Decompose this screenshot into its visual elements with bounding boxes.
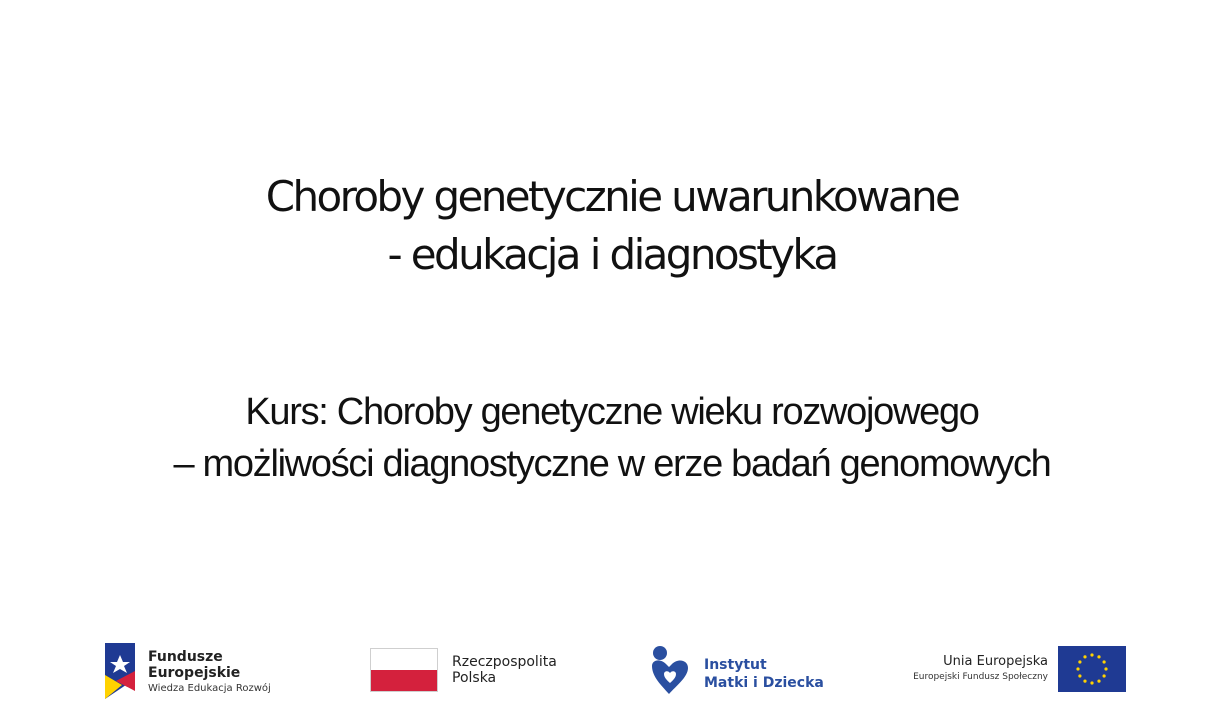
unia-europejska-text — [898, 654, 1048, 684]
footer-logos — [0, 636, 1224, 706]
instytut-matki-i-dziecka-logo — [648, 636, 848, 706]
course-subtitle-line2: – możliwości diagnostyczne w erze badań genomowych — [173, 443, 1051, 485]
instytut-label: Instytut — [704, 657, 767, 673]
course-subtitle — [0, 386, 1224, 490]
rzeczpospolita-polska-text — [452, 654, 557, 686]
instytut-matki-i-dziecka-text — [704, 656, 824, 692]
europejski-fundusz-spoleczny-label: Europejski Fundusz Społeczny — [913, 672, 1048, 682]
slide-title-line2: - edukacja i diagnostyka — [387, 230, 837, 279]
unia-europejska-label: Unia Europejska — [943, 654, 1048, 669]
matki-i-dziecka-label: Matki i Dziecka — [704, 675, 824, 691]
wiedza-edukacja-rozwoj-label: Wiedza Edukacja Rozwój — [148, 683, 271, 694]
fundusze-europejskie-logo — [102, 636, 302, 706]
course-subtitle-line1: Kurs: Choroby genetyczne wieku rozwojowego — [245, 391, 979, 433]
polish-flag-icon — [370, 648, 438, 692]
slide-title-line1: Choroby genetycznie uwarunkowane — [265, 172, 959, 221]
fundusze-europejskie-star-icon — [102, 641, 138, 701]
unia-europejska-logo — [896, 636, 1136, 706]
rzeczpospolita-label: Rzeczpospolita — [452, 654, 557, 670]
slide-title — [0, 168, 1224, 284]
europejskie-label: Europejskie — [148, 665, 241, 681]
fundusze-label: Fundusze — [148, 649, 223, 665]
rzeczpospolita-polska-logo — [368, 636, 588, 706]
polska-label: Polska — [452, 670, 497, 686]
eu-flag-icon — [1058, 646, 1126, 692]
heart-logo-icon — [648, 644, 690, 696]
fundusze-europejskie-text — [148, 649, 271, 697]
